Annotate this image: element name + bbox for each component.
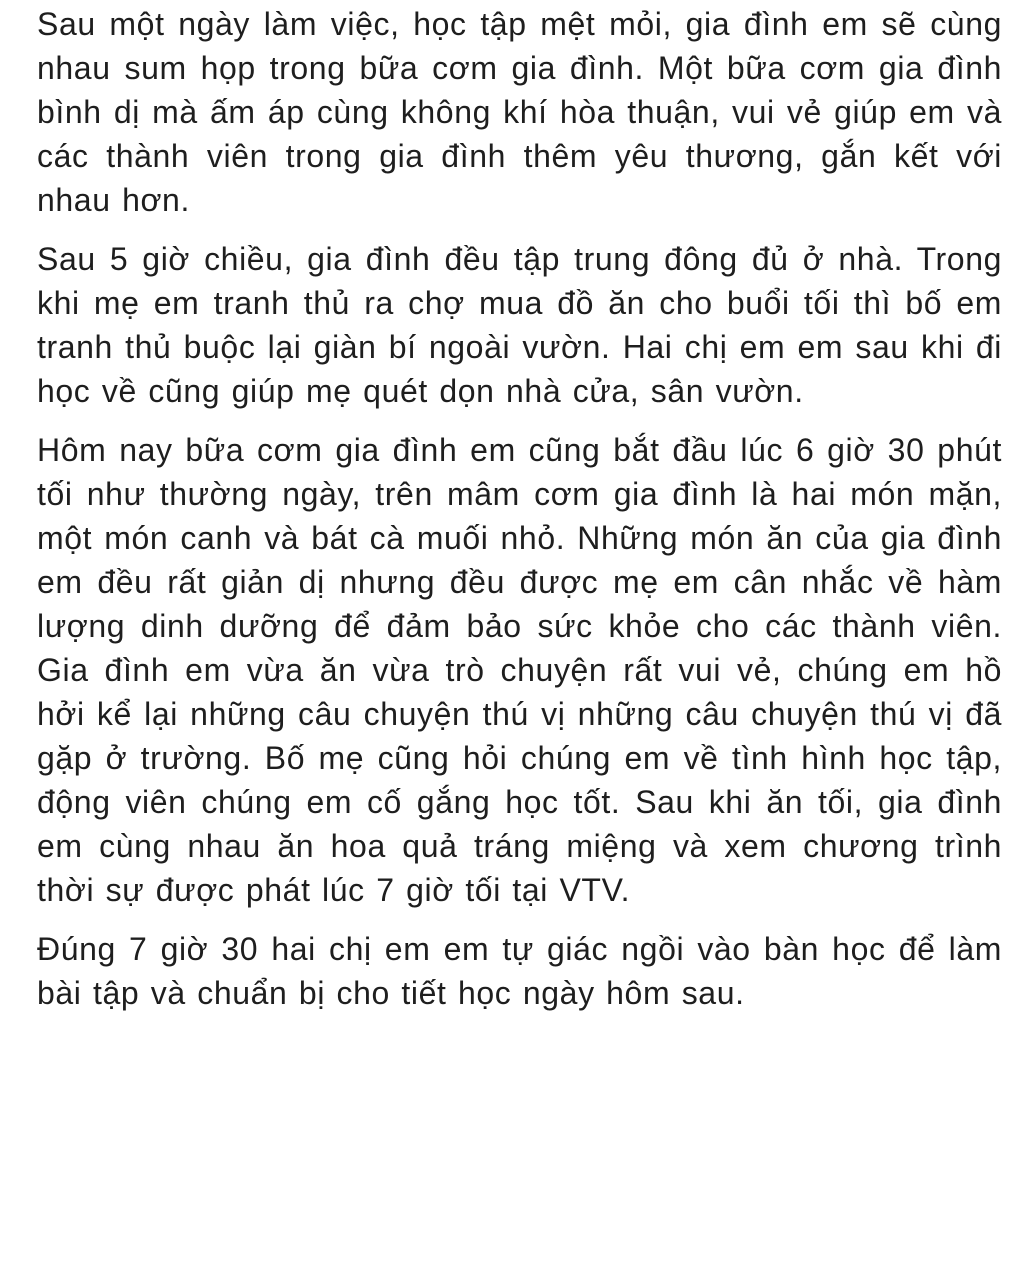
paragraph-2: Sau 5 giờ chiều, gia đình đều tập trung đông đủ ở nhà. Trong khi mẹ em tranh thủ ra chợ mua đồ ăn cho buổi tối thì bố em tranh thủ buộc lại giàn bí ngoài vườn. Hai chị em em sau khi đi học về cũng giúp mẹ quét dọn nhà cửa, sân vườn. (37, 241, 1002, 409)
paragraph-3: Hôm nay bữa cơm gia đình em cũng bắt đầu lúc 6 giờ 30 phút tối như thường ngày, trên mâm cơm gia đình là hai món mặn, một món canh và bát cà muối nhỏ. Những món ăn của gia đình em đều rất giản dị nhưng đều được mẹ em cân nhắc về hàm lượng dinh dưỡng để đảm bảo sức khỏe cho các thành viên. Gia đình em vừa ăn vừa trò chuyện rất vui vẻ, chúng em hồ hởi kể lại những câu chuyện thú vị những câu chuyện thú vị đã gặp ở trường. Bố mẹ cũng hỏi chúng em về tình hình học tập, động viên chúng em cố gắng học tốt. Sau khi ăn tối, gia đình em cùng nhau ăn hoa quả tráng miệng và xem chương trình thời sự được phát lúc 7 giờ tối tại VTV. (37, 432, 1002, 908)
paragraph-1: Sau một ngày làm việc, học tập mệt mỏi, gia đình em sẽ cùng nhau sum họp trong bữa cơm gia đình. Một bữa cơm gia đình bình dị mà ấm áp cùng không khí hòa thuận, vui vẻ giúp em và các thành viên trong gia đình thêm yêu thương, gắn kết với nhau hơn. (37, 6, 1002, 218)
paragraph-4: Đúng 7 giờ 30 hai chị em em tự giác ngồi vào bàn học để làm bài tập và chuẩn bị cho tiết học ngày hôm sau. (37, 931, 1002, 1011)
